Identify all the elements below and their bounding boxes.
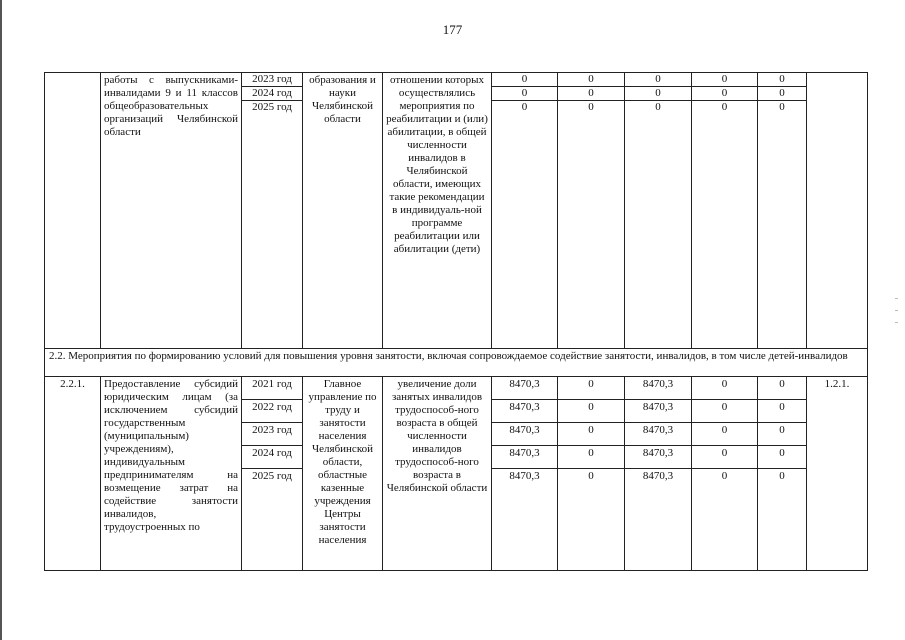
value: 0	[588, 73, 594, 85]
value: 0	[492, 100, 557, 114]
year-label: 2023 год	[252, 73, 292, 85]
value: 0	[758, 468, 806, 491]
row-number-cell: 2.2.1.	[45, 377, 101, 571]
year-label: 2025 год	[242, 468, 302, 491]
value: 0	[779, 73, 785, 85]
value: 8470,3	[625, 445, 691, 468]
executor-cell: Главное управление по труду и занятости населения Челябинской области, областные казенные учреждения Центры занятости населения	[303, 377, 383, 571]
value: 0	[558, 468, 624, 491]
value: 0	[692, 445, 757, 468]
link-cell: 1.2.1.	[807, 377, 868, 571]
value: 0	[521, 73, 528, 85]
value: 0	[558, 422, 624, 445]
value: 8470,3	[492, 399, 557, 422]
year-label: 2024 год	[242, 86, 302, 100]
value-cell	[625, 73, 692, 349]
value: 0	[692, 422, 757, 445]
years-cell	[242, 73, 303, 349]
value: 8470,3	[625, 468, 691, 491]
value: 0	[558, 86, 624, 100]
value: 0	[721, 73, 728, 85]
value: 8470,3	[492, 445, 557, 468]
value: 0	[625, 100, 691, 114]
indicator-cell: отношении которых осуществлялись мероприятия по реабилитации и (или) абилитации, в общей численности инвалидов в Челябинской области, имеющих такие рекомендации в индивидуаль-ной программе реабилитации или абилитации (дети)	[383, 73, 492, 349]
value: 0	[692, 468, 757, 491]
scan-artifact	[895, 298, 898, 299]
scan-artifact	[895, 322, 898, 323]
value: 0	[779, 378, 785, 390]
value: 8470,3	[492, 422, 557, 445]
value-cell	[625, 377, 692, 571]
value: 0	[558, 399, 624, 422]
value: 0	[692, 100, 757, 114]
value: 0	[625, 86, 691, 100]
value-cell	[492, 377, 558, 571]
executor-cell: образования и науки Челябинской области	[303, 73, 383, 349]
scan-artifact	[895, 310, 898, 311]
year-label: 2021 год	[252, 378, 292, 390]
value-cell	[558, 377, 625, 571]
value-cell	[758, 73, 807, 349]
value-cell	[692, 377, 758, 571]
year-label: 2024 год	[242, 445, 302, 468]
value: 0	[558, 445, 624, 468]
indicator-cell: увеличение доли занятых инвалидов трудоспособ-ного возраста в общей численности инвалидов трудоспособ-ного возраста в Челябинской области	[383, 377, 492, 571]
value-cell	[692, 73, 758, 349]
value: 0	[588, 378, 594, 390]
value: 0	[492, 86, 557, 100]
page-number: 177	[442, 22, 463, 37]
section-heading-row	[45, 349, 868, 377]
value: 0	[721, 378, 728, 390]
value: 0	[758, 445, 806, 468]
years-cell	[242, 377, 303, 571]
value: 8470,3	[509, 378, 540, 390]
page-left-border	[0, 0, 2, 640]
year-label: 2023 год	[242, 422, 302, 445]
link-cell	[807, 73, 868, 349]
value: 0	[758, 399, 806, 422]
value: 8470,3	[625, 399, 691, 422]
value: 8470,3	[625, 422, 691, 445]
program-measures-table	[44, 72, 868, 571]
value-cell	[758, 377, 807, 571]
table-row	[45, 73, 868, 349]
value: 0	[655, 73, 661, 85]
value-cell	[492, 73, 558, 349]
value: 0	[758, 100, 806, 114]
row-number-cell	[45, 73, 101, 349]
value: 8470,3	[642, 378, 674, 390]
table-row	[45, 377, 868, 571]
value-cell	[558, 73, 625, 349]
measure-name-cell: Предоставление субсидий юридическим лицам (за исключением субсидий государственным (муниципальным) учреждениям), индивидуальным предпринимателям на возмещение затрат на содействие занятости инвалидов, трудоустроенных по	[101, 377, 242, 571]
year-label: 2022 год	[242, 399, 302, 422]
value: 8470,3	[492, 468, 557, 491]
value: 0	[758, 422, 806, 445]
value: 0	[558, 100, 624, 114]
year-label: 2025 год	[242, 100, 302, 114]
section-heading: 2.2. Мероприятия по формированию условий для повышения уровня занятости, включая сопровождаемое содействие занятости, инвалидов, в том числе детей-инвалидов	[45, 349, 868, 377]
value: 0	[758, 86, 806, 100]
measure-name-cell: работы с выпускниками-инвалидами 9 и 11 классов общеобразовательных организаций Челябинской области	[101, 73, 242, 349]
value: 0	[692, 399, 757, 422]
value: 0	[692, 86, 757, 100]
